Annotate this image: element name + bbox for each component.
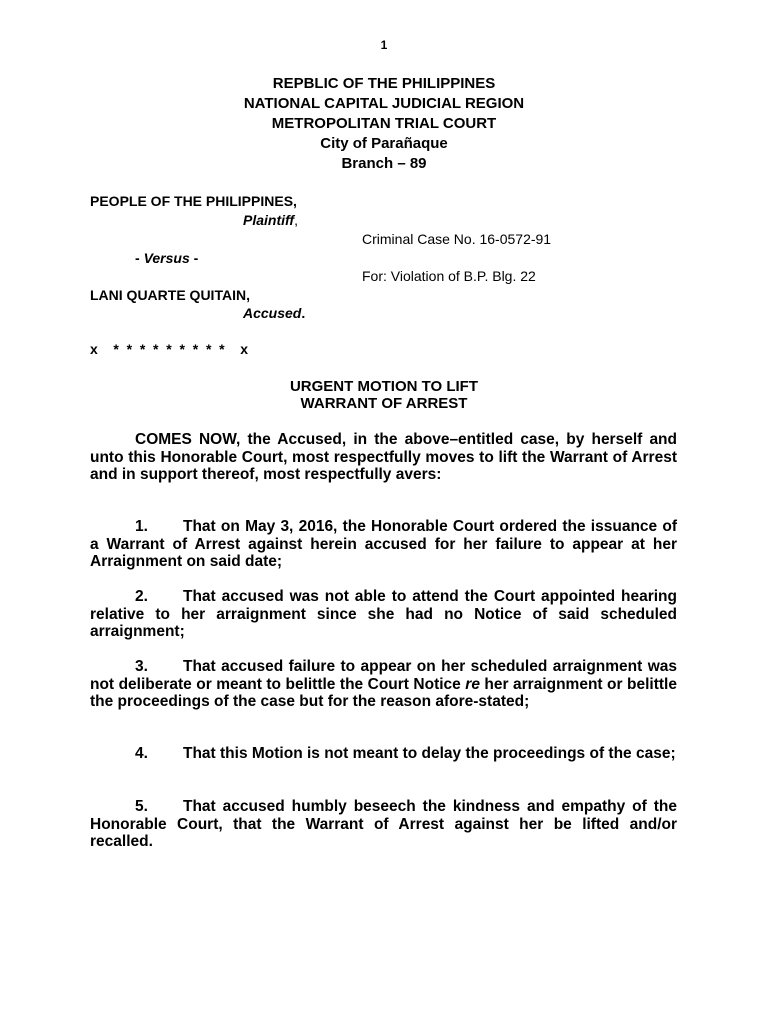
intro-lead: COMES NOW (135, 431, 237, 448)
header-region: NATIONAL CAPITAL JUDICIAL REGION (243, 95, 525, 112)
paragraph-number: 1. (135, 518, 148, 535)
accused-role: Accused. (243, 305, 306, 321)
document-title (0, 378, 768, 412)
paragraph-5 (90, 798, 677, 851)
violation-label: For: Violation of B.P. Blg. 22 (362, 268, 536, 284)
paragraph-text: That accused was not able to attend the Court appointed hearing relative to her arraignment since she had no Notice of said scheduled arraignment; (90, 588, 677, 640)
header-republic: REPBLIC OF THE PHILIPPINES (272, 75, 496, 92)
paragraph-text: That on May 3, 2016, the Honorable Court ordered the issuance of a Warrant of Arrest against herein accused for her failure to appear at her Arraignment on said date; (90, 518, 677, 570)
case-number: Criminal Case No. 16-0572-91 (362, 231, 552, 247)
paragraph-number: 5. (135, 798, 148, 815)
paragraph-2 (90, 588, 677, 641)
paragraph-number: 3. (135, 658, 148, 675)
header-court: METROPOLITAN TRIAL COURT (271, 115, 497, 132)
versus-label: - Versus - (135, 250, 199, 266)
paragraph-1 (90, 518, 677, 571)
paragraph-text: That accused humbly beseech the kindness and empathy of the Honorable Court, that the Warrant of Arrest against her be lifted and/or recalled. (90, 798, 677, 850)
title-line-1: URGENT MOTION TO LIFT (289, 378, 479, 395)
title-line-2: WARRANT OF ARREST (300, 395, 468, 412)
paragraph-4 (90, 745, 677, 763)
intro-paragraph (90, 431, 677, 484)
accused-name: LANI QUARTE QUITAIN, (90, 287, 250, 303)
paragraph-text: That accused failure to appear on her scheduled arraignment was not deliberate or meant to belittle the Court Notice (90, 658, 677, 693)
paragraph-3 (90, 658, 677, 711)
paragraph-number: 4. (135, 745, 148, 762)
paragraph-number: 2. (135, 588, 148, 605)
paragraph-text: That this Motion is not meant to delay the proceedings of the case; (183, 745, 676, 762)
plaintiff-name: PEOPLE OF THE PHILIPPINES, (90, 193, 297, 209)
page-number: 1 (380, 38, 388, 52)
court-header (0, 74, 768, 174)
header-branch: Branch – 89 (341, 155, 427, 172)
intro-text: , the Accused, in the above–entitled case, by herself and unto this Honorable Court, most respectfully moves to lift the Warrant of Arrest and in support thereof, most respectfully avers: (90, 431, 677, 483)
paragraph-text-after: her arraignment or belittle the proceedings of the case but for the reason afore-stated; (90, 675, 677, 710)
paragraph-text-italic: re (465, 675, 480, 693)
caption-divider: x * * * * * * * * * x (90, 341, 248, 357)
header-city: City of Parañaque (320, 135, 448, 152)
plaintiff-role: Plaintiff, (243, 212, 298, 228)
